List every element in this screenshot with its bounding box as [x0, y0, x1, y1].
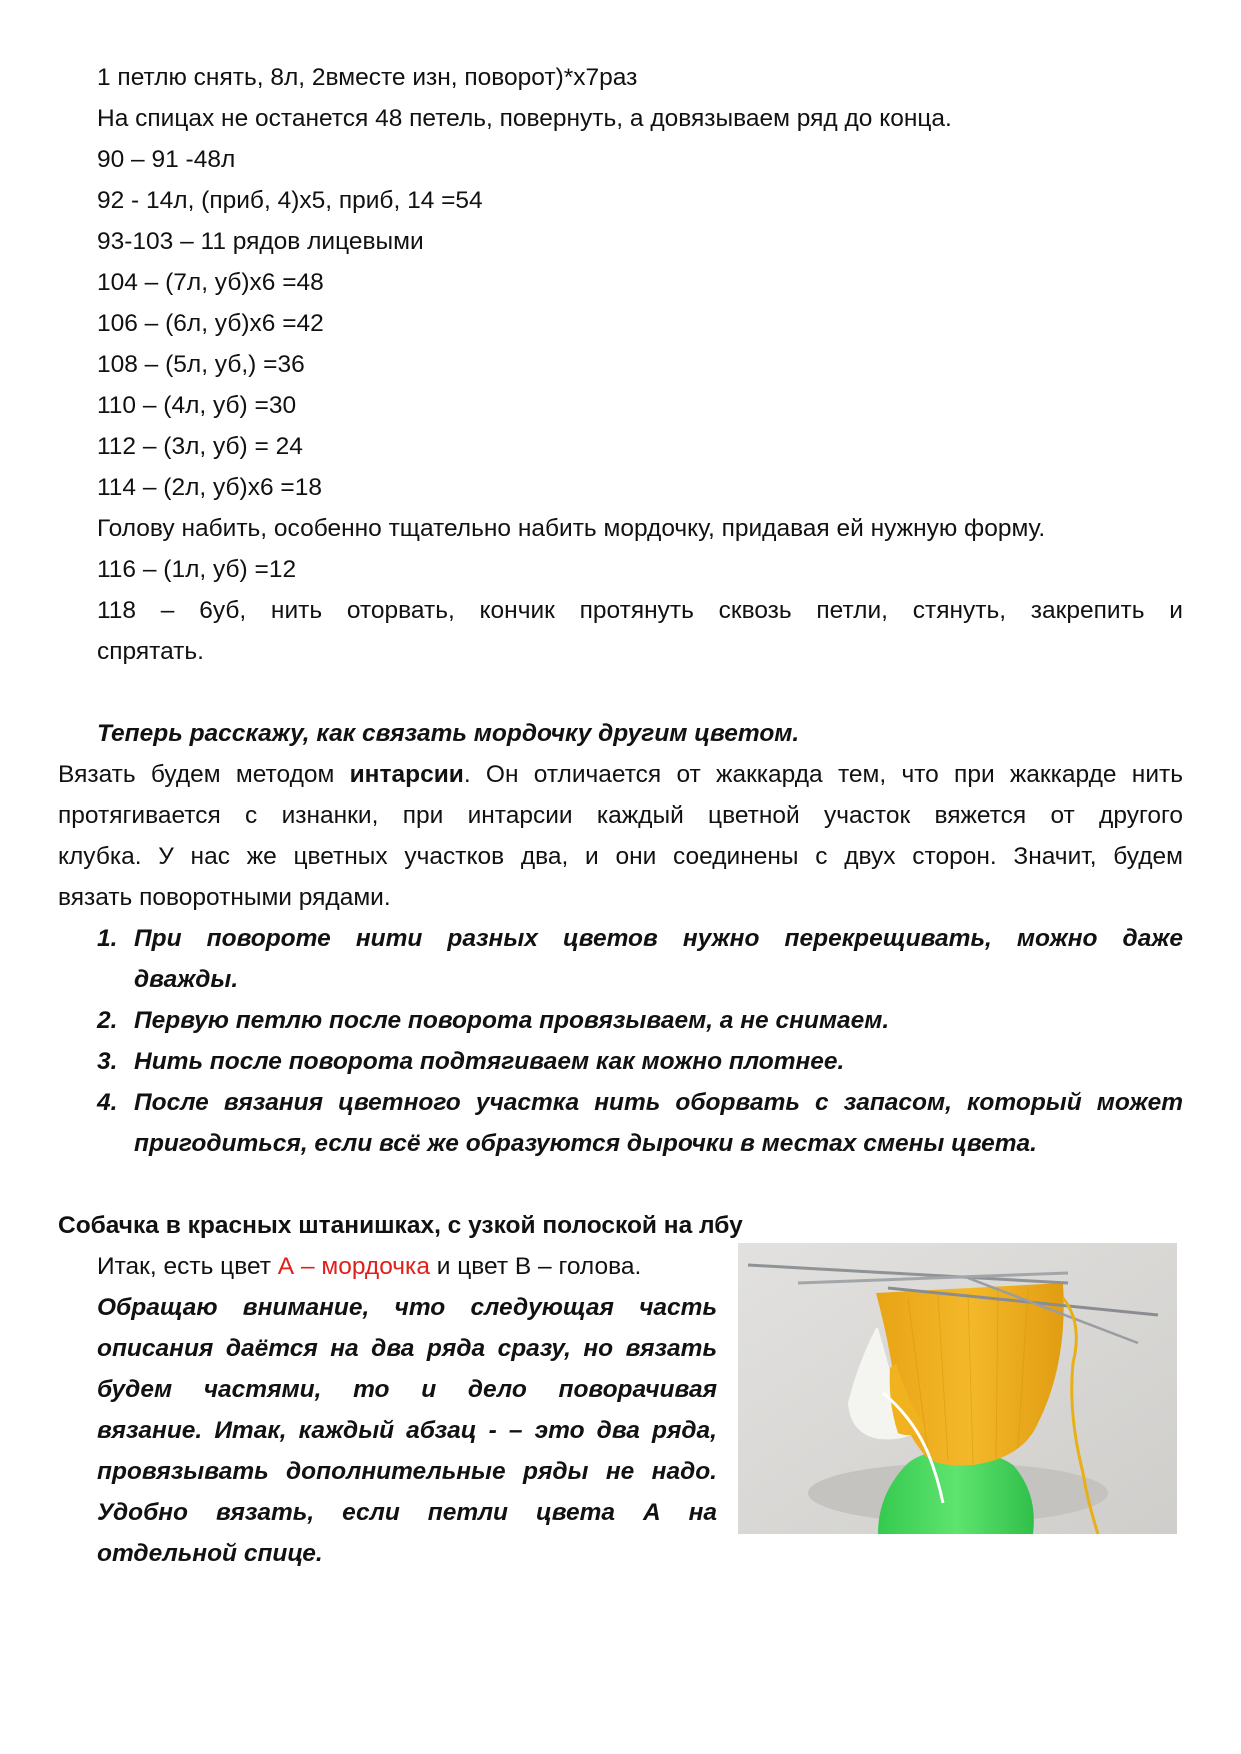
- note-line: Обращаю внимание, что следующая часть: [97, 1294, 717, 1321]
- pattern-line: 90 – 91 -48л: [97, 146, 236, 173]
- note-line: Удобно вязать, если петли цвета А на: [97, 1499, 717, 1526]
- pattern-line: 1 петлю снять, 8л, 2вместе изн, поворот)*х7раз: [97, 64, 638, 91]
- pattern-line: На спицах не останется 48 петель, повернуть, а довязываем ряд до конца.: [97, 105, 952, 132]
- pattern-line: 114 – (2л, уб)х6 =18: [97, 474, 322, 501]
- pattern-line: 108 – (5л, уб,) =36: [97, 351, 305, 378]
- list-item-continuation: пригодиться, если всё же образуются дырочки в местах смены цвета.: [134, 1130, 1037, 1157]
- pattern-line: 116 – (1л, уб) =12: [97, 556, 297, 583]
- list-number: 3.: [97, 1048, 118, 1075]
- paragraph-line: протягивается с изнанки, при интарсии каждый цветной участок вяжется от другого: [58, 802, 1183, 829]
- pattern-line: 104 – (7л, уб)х6 =48: [97, 269, 324, 296]
- section-title: Собачка в красных штанишках, с узкой полоской на лбу: [58, 1212, 743, 1239]
- pattern-line: Голову набить, особенно тщательно набить мордочку, придавая ей нужную форму.: [97, 515, 1046, 542]
- paragraph-line: вязать поворотными рядами.: [58, 884, 391, 911]
- color-a-label: А – мордочка: [277, 1253, 430, 1280]
- list-item: Первую петлю после поворота провязываем, а не снимаем.: [134, 1007, 890, 1034]
- note-line: отдельной спице.: [97, 1540, 323, 1567]
- list-number: 1.: [97, 925, 118, 952]
- paragraph-line: [58, 754, 1183, 795]
- note-line: описания даётся на два ряда сразу, но вязать: [97, 1335, 717, 1362]
- knitted-piece-photo: [738, 1243, 1177, 1534]
- pattern-line: спрятать.: [97, 638, 204, 665]
- pattern-line: 92 - 14л, (приб, 4)х5, приб, 14 =54: [97, 187, 483, 214]
- list-number: 2.: [97, 1007, 118, 1034]
- pattern-line: 106 – (6л, уб)х6 =42: [97, 310, 324, 337]
- list-item-continuation: дважды.: [134, 966, 239, 993]
- paragraph-text: . Он отличается от жаккарда тем, что при жаккарде нить: [463, 761, 1183, 788]
- intro-text: Итак, есть цвет: [97, 1253, 278, 1280]
- pattern-line: 118 – 6уб, нить оторвать, кончик протянуть сквозь петли, стянуть, закрепить и: [97, 597, 1183, 624]
- note-line: будем частями, то и дело поворачивая: [97, 1376, 717, 1403]
- note-line: провязывать дополнительные ряды не надо.: [97, 1458, 717, 1485]
- pattern-line: 112 – (3л, уб) = 24: [97, 433, 303, 460]
- list-number: 4.: [97, 1089, 118, 1116]
- paragraph-line: клубка. У нас же цветных участков два, и они соединены с двух сторон. Значит, будем: [58, 843, 1183, 870]
- term-intarsia: интарсии: [349, 761, 464, 788]
- pattern-line: 110 – (4л, уб) =30: [97, 392, 297, 419]
- paragraph-text: Вязать будем методом: [58, 761, 350, 788]
- note-line: вязание. Итак, каждый абзац - – это два ряда,: [97, 1417, 717, 1444]
- intro-text: и цвет В – голова.: [429, 1253, 642, 1280]
- section-heading: Теперь расскажу, как связать мордочку другим цветом.: [97, 720, 800, 747]
- list-item: Нить после поворота подтягиваем как можно плотнее.: [134, 1048, 845, 1075]
- list-item: После вязания цветного участка нить оборвать с запасом, который может: [134, 1089, 1183, 1116]
- list-item: При повороте нити разных цветов нужно перекрещивать, можно даже: [134, 925, 1183, 952]
- intro-line: [97, 1246, 717, 1287]
- pattern-line: 93-103 – 11 рядов лицевыми: [97, 228, 424, 255]
